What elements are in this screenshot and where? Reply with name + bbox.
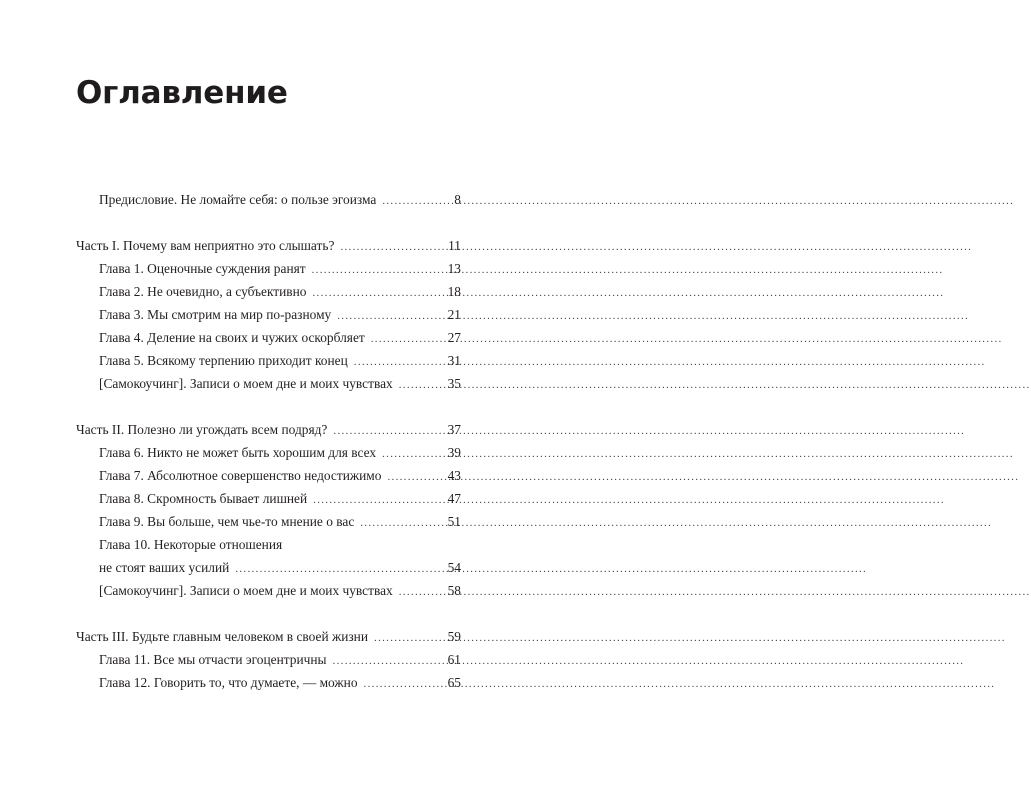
table-of-contents [76,188,461,694]
toc-chapter-10 [76,533,461,579]
page-number: 13 [447,261,461,276]
toc-chapter-6 [76,441,461,464]
chapter-title: Глава 11. Все мы отчасти эгоцентричны [99,652,327,667]
toc-chapter-3 [76,303,461,326]
page-number: 59 [447,629,461,644]
toc-chapter-11 [76,648,461,671]
entry-title: Предисловие. Не ломайте себя: о пользе эгоизма [99,192,377,207]
page-number: 35 [447,376,461,391]
dot-leader [333,420,442,443]
page-title: Оглавление [76,75,288,111]
dot-leader [313,489,442,512]
dot-leader [382,443,442,466]
page-number: 61 [447,652,461,667]
page-number: 8 [454,192,461,207]
chapter-title: Глава 2. Не очевидно, а субъективно [99,284,307,299]
page-number: 21 [447,307,461,322]
chapter-title: Глава 6. Никто не может быть хорошим для всех [99,445,377,460]
dot-leader [340,236,442,259]
dot-leader [333,650,442,673]
dot-leader [313,282,443,305]
toc-chapter-5 [76,349,461,372]
page-number: 47 [447,491,461,506]
chapter-title: Глава 9. Вы больше, чем чье-то мнение о вас [99,514,355,529]
toc-chapter-9 [76,510,461,533]
part-title: Часть III. Будьте главным человеком в своей жизни [76,629,369,644]
chapter-10-second-line [99,556,461,579]
toc-chapter-12 [76,671,461,694]
page-number: 37 [447,422,461,437]
dot-leader [399,581,442,604]
dot-leader [235,558,442,581]
page-number: 18 [447,284,461,299]
chapter-title: Глава 7. Абсолютное совершенство недостижимо [99,468,382,483]
toc-part-1 [76,234,461,257]
chapter-title-line-1: Глава 10. Некоторые отношения [99,537,283,552]
dot-leader [371,328,442,351]
chapter-title: [Самокоучинг]. Записи о моем дне и моих чувствах [99,583,393,598]
toc-chapter-2 [76,280,461,303]
dot-leader [387,466,442,489]
dot-leader [374,627,442,650]
chapter-title: Глава 12. Говорить то, что думаете, — можно [99,675,358,690]
toc-chapter-7 [76,464,461,487]
dot-leader [399,374,442,397]
part-title: Часть I. Почему вам неприятно это слышать? [76,238,335,253]
toc-part-2 [76,418,461,441]
dot-leader [337,305,442,328]
chapter-title: Глава 8. Скромность бывает лишней [99,491,308,506]
chapter-title: Глава 1. Оценочные суждения ранят [99,261,306,276]
page-number: 39 [447,445,461,460]
chapter-title: Глава 5. Всякому терпению приходит конец [99,353,348,368]
dot-leader [360,512,442,535]
toc-chapter-4 [76,326,461,349]
dot-leader [382,190,442,213]
page-number: 43 [447,468,461,483]
chapter-title-line-2: не стоят ваших усилий [99,560,230,575]
page-number: 65 [447,675,461,690]
page-number: 11 [448,238,461,253]
page-number: 58 [447,583,461,598]
toc-preface [76,188,461,211]
part-title: Часть II. Полезно ли угождать всем подряд? [76,422,328,437]
dot-leader [312,259,442,282]
chapter-title: Глава 3. Мы смотрим на мир по-разному [99,307,332,322]
chapter-title: [Самокоучинг]. Записи о моем дне и моих чувствах [99,376,393,391]
toc-chapter-1 [76,257,461,280]
page-number: 27 [447,330,461,345]
toc-chapter-8 [76,487,461,510]
page-number: 51 [447,514,461,529]
toc-part-3 [76,625,461,648]
dot-leader [364,673,442,696]
dot-leader [354,351,442,374]
chapter-title: Глава 4. Деление на своих и чужих оскорбляет [99,330,365,345]
page-number: 31 [447,353,461,368]
toc-selfcoaching-1 [76,372,461,395]
page-number: 54 [447,560,461,575]
toc-selfcoaching-2 [76,579,461,602]
